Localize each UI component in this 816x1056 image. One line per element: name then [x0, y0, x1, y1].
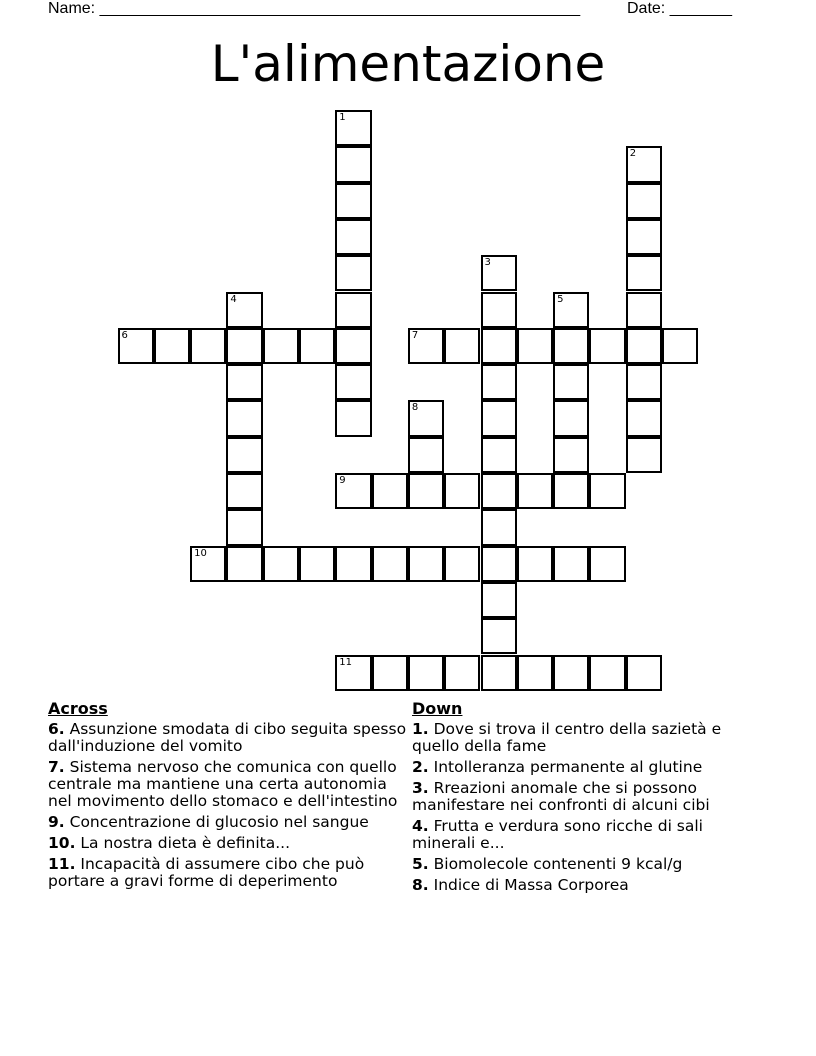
- clue-number: 7.: [48, 758, 65, 776]
- grid-cell[interactable]: [335, 255, 371, 291]
- clue-text: Concentrazione di glucosio nel sangue: [69, 813, 369, 831]
- grid-cell[interactable]: [372, 473, 408, 509]
- grid-cell[interactable]: [553, 437, 589, 473]
- grid-cell[interactable]: [335, 364, 371, 400]
- grid-cell[interactable]: [517, 473, 553, 509]
- grid-cell[interactable]: [481, 328, 517, 364]
- grid-cell[interactable]: [226, 292, 262, 328]
- grid-cell[interactable]: [444, 546, 480, 582]
- grid-cell[interactable]: [335, 219, 371, 255]
- cell-number: 2: [629, 148, 637, 160]
- clue-number: 10.: [48, 834, 76, 852]
- grid-cell[interactable]: [481, 546, 517, 582]
- grid-cell[interactable]: [226, 473, 262, 509]
- clue-text: Sistema nervoso che comunica con quello centrale ma mantiene una certa autonomia nel movimento dello stomaco e dell'intestino: [48, 758, 398, 810]
- grid-cell[interactable]: [226, 328, 262, 364]
- grid-cell[interactable]: [335, 655, 371, 691]
- grid-cell[interactable]: [190, 546, 226, 582]
- clue-number: 1.: [412, 720, 429, 738]
- cell-number: 7: [411, 329, 419, 341]
- grid-cell[interactable]: [553, 546, 589, 582]
- clue-number: 2.: [412, 758, 429, 776]
- grid-cell[interactable]: [408, 437, 444, 473]
- clue-text: Frutta e verdura sono ricche di sali minerali e...: [412, 817, 703, 852]
- grid-cell[interactable]: [589, 328, 625, 364]
- grid-cell[interactable]: [626, 655, 662, 691]
- grid-cell[interactable]: [626, 183, 662, 219]
- grid-cell[interactable]: [335, 146, 371, 182]
- name-field-label: Name: ______________________________________________________: [48, 0, 581, 17]
- cell-number: 3: [484, 257, 491, 269]
- cell-number: 8: [411, 402, 419, 414]
- grid-cell[interactable]: [190, 328, 226, 364]
- across-heading: Across: [48, 699, 108, 718]
- grid-cell[interactable]: [662, 328, 698, 364]
- grid-cell[interactable]: [481, 618, 517, 654]
- grid-cell[interactable]: [335, 183, 371, 219]
- grid-cell[interactable]: [408, 546, 444, 582]
- clue-number: 6.: [48, 720, 65, 738]
- grid-cell[interactable]: [335, 400, 371, 436]
- grid-cell[interactable]: [444, 328, 480, 364]
- grid-cell[interactable]: [263, 328, 299, 364]
- cell-number: 5: [557, 293, 564, 305]
- grid-cell[interactable]: [335, 328, 371, 364]
- grid-cell[interactable]: [444, 473, 480, 509]
- grid-cell[interactable]: [517, 328, 553, 364]
- grid-cell[interactable]: [154, 328, 190, 364]
- grid-cell[interactable]: [226, 364, 262, 400]
- clue-text: Incapacità di assumere cibo che può portare a gravi forme di deperimento: [48, 855, 365, 890]
- clue-across-9: [48, 814, 408, 831]
- clue-text: Assunzione smodata di cibo seguita spesso dall'induzione del vomito: [48, 720, 407, 755]
- clue-text: Indice di Massa Corporea: [433, 876, 629, 894]
- clue-down-2: [412, 759, 757, 776]
- clue-down-4: [412, 818, 757, 852]
- grid-cell[interactable]: [626, 292, 662, 328]
- across-clues: [48, 700, 408, 894]
- cell-number: 10: [194, 547, 207, 559]
- grid-cell[interactable]: [408, 328, 444, 364]
- grid-cell[interactable]: [118, 328, 154, 364]
- clue-text: Rreazioni anomale che si possono manifestare nei confronti di alcuni cibi: [412, 779, 710, 814]
- clue-text: Intolleranza permanente al glutine: [433, 758, 703, 776]
- grid-cell[interactable]: [372, 655, 408, 691]
- grid-cell[interactable]: [226, 546, 262, 582]
- grid-cell[interactable]: [408, 400, 444, 436]
- down-heading: Down: [412, 699, 463, 718]
- grid-cell[interactable]: [481, 473, 517, 509]
- page-title: L'alimentazione: [210, 35, 606, 93]
- cell-number: 6: [121, 329, 128, 341]
- down-clues: [412, 700, 757, 898]
- date-field-label: Date: _______: [627, 0, 732, 17]
- grid-cell[interactable]: [335, 292, 371, 328]
- cell-number: 4: [230, 293, 237, 305]
- clue-across-11: [48, 856, 408, 890]
- clue-number: 11.: [48, 855, 76, 873]
- grid-cell[interactable]: [481, 582, 517, 618]
- grid-cell[interactable]: [589, 473, 625, 509]
- grid-cell[interactable]: [626, 437, 662, 473]
- grid-cell[interactable]: [553, 328, 589, 364]
- grid-cell[interactable]: [444, 655, 480, 691]
- clue-across-10: [48, 835, 408, 852]
- clue-across-7: [48, 759, 408, 810]
- grid-cell[interactable]: [553, 473, 589, 509]
- grid-cell[interactable]: [481, 255, 517, 291]
- grid-cell[interactable]: [481, 437, 517, 473]
- clue-across-6: [48, 721, 408, 755]
- clue-text: Biomolecole contenenti 9 kcal/g: [433, 855, 683, 873]
- grid-cell[interactable]: [517, 655, 553, 691]
- grid-cell[interactable]: [372, 546, 408, 582]
- clue-text: La nostra dieta è definita...: [80, 834, 290, 852]
- clue-number: 4.: [412, 817, 429, 835]
- grid-cell[interactable]: [335, 473, 371, 509]
- grid-cell[interactable]: [481, 400, 517, 436]
- grid-cell[interactable]: [408, 655, 444, 691]
- grid-cell[interactable]: [263, 546, 299, 582]
- grid-cell[interactable]: [226, 437, 262, 473]
- cell-number: 9: [339, 475, 346, 486]
- grid-cell[interactable]: [553, 655, 589, 691]
- grid-cell[interactable]: [553, 400, 589, 436]
- cell-number: 11: [339, 656, 353, 668]
- grid-cell[interactable]: [589, 546, 625, 582]
- grid-cell[interactable]: [481, 292, 517, 328]
- grid-cell[interactable]: [553, 364, 589, 400]
- grid-cell[interactable]: [626, 219, 662, 255]
- cell-number: 1: [339, 112, 346, 123]
- clue-number: 3.: [412, 779, 429, 797]
- grid-cell[interactable]: [335, 546, 371, 582]
- grid-cell[interactable]: [226, 400, 262, 436]
- clue-down-8: [412, 877, 757, 894]
- clue-down-5: [412, 856, 757, 873]
- clue-number: 5.: [412, 855, 429, 873]
- grid-cell[interactable]: [626, 146, 662, 182]
- grid-cell[interactable]: [481, 655, 517, 691]
- grid-cell[interactable]: [408, 473, 444, 509]
- clue-number: 9.: [48, 813, 65, 831]
- clue-down-1: [412, 721, 757, 755]
- grid-cell[interactable]: [481, 364, 517, 400]
- clue-down-3: [412, 780, 757, 814]
- clue-text: Dove si trova il centro della sazietà e quello della fame: [412, 720, 722, 755]
- grid-cell[interactable]: [517, 546, 553, 582]
- grid-cell[interactable]: [335, 110, 371, 146]
- grid-cell[interactable]: [299, 546, 335, 582]
- grid-cell[interactable]: [481, 509, 517, 545]
- grid-cell[interactable]: [589, 655, 625, 691]
- grid-cell[interactable]: [626, 255, 662, 291]
- clue-number: 8.: [412, 876, 429, 894]
- grid-cell[interactable]: [626, 400, 662, 436]
- grid-cell[interactable]: [226, 509, 262, 545]
- grid-cell[interactable]: [626, 328, 662, 364]
- grid-cell[interactable]: [553, 292, 589, 328]
- grid-cell[interactable]: [299, 328, 335, 364]
- grid-cell[interactable]: [626, 364, 662, 400]
